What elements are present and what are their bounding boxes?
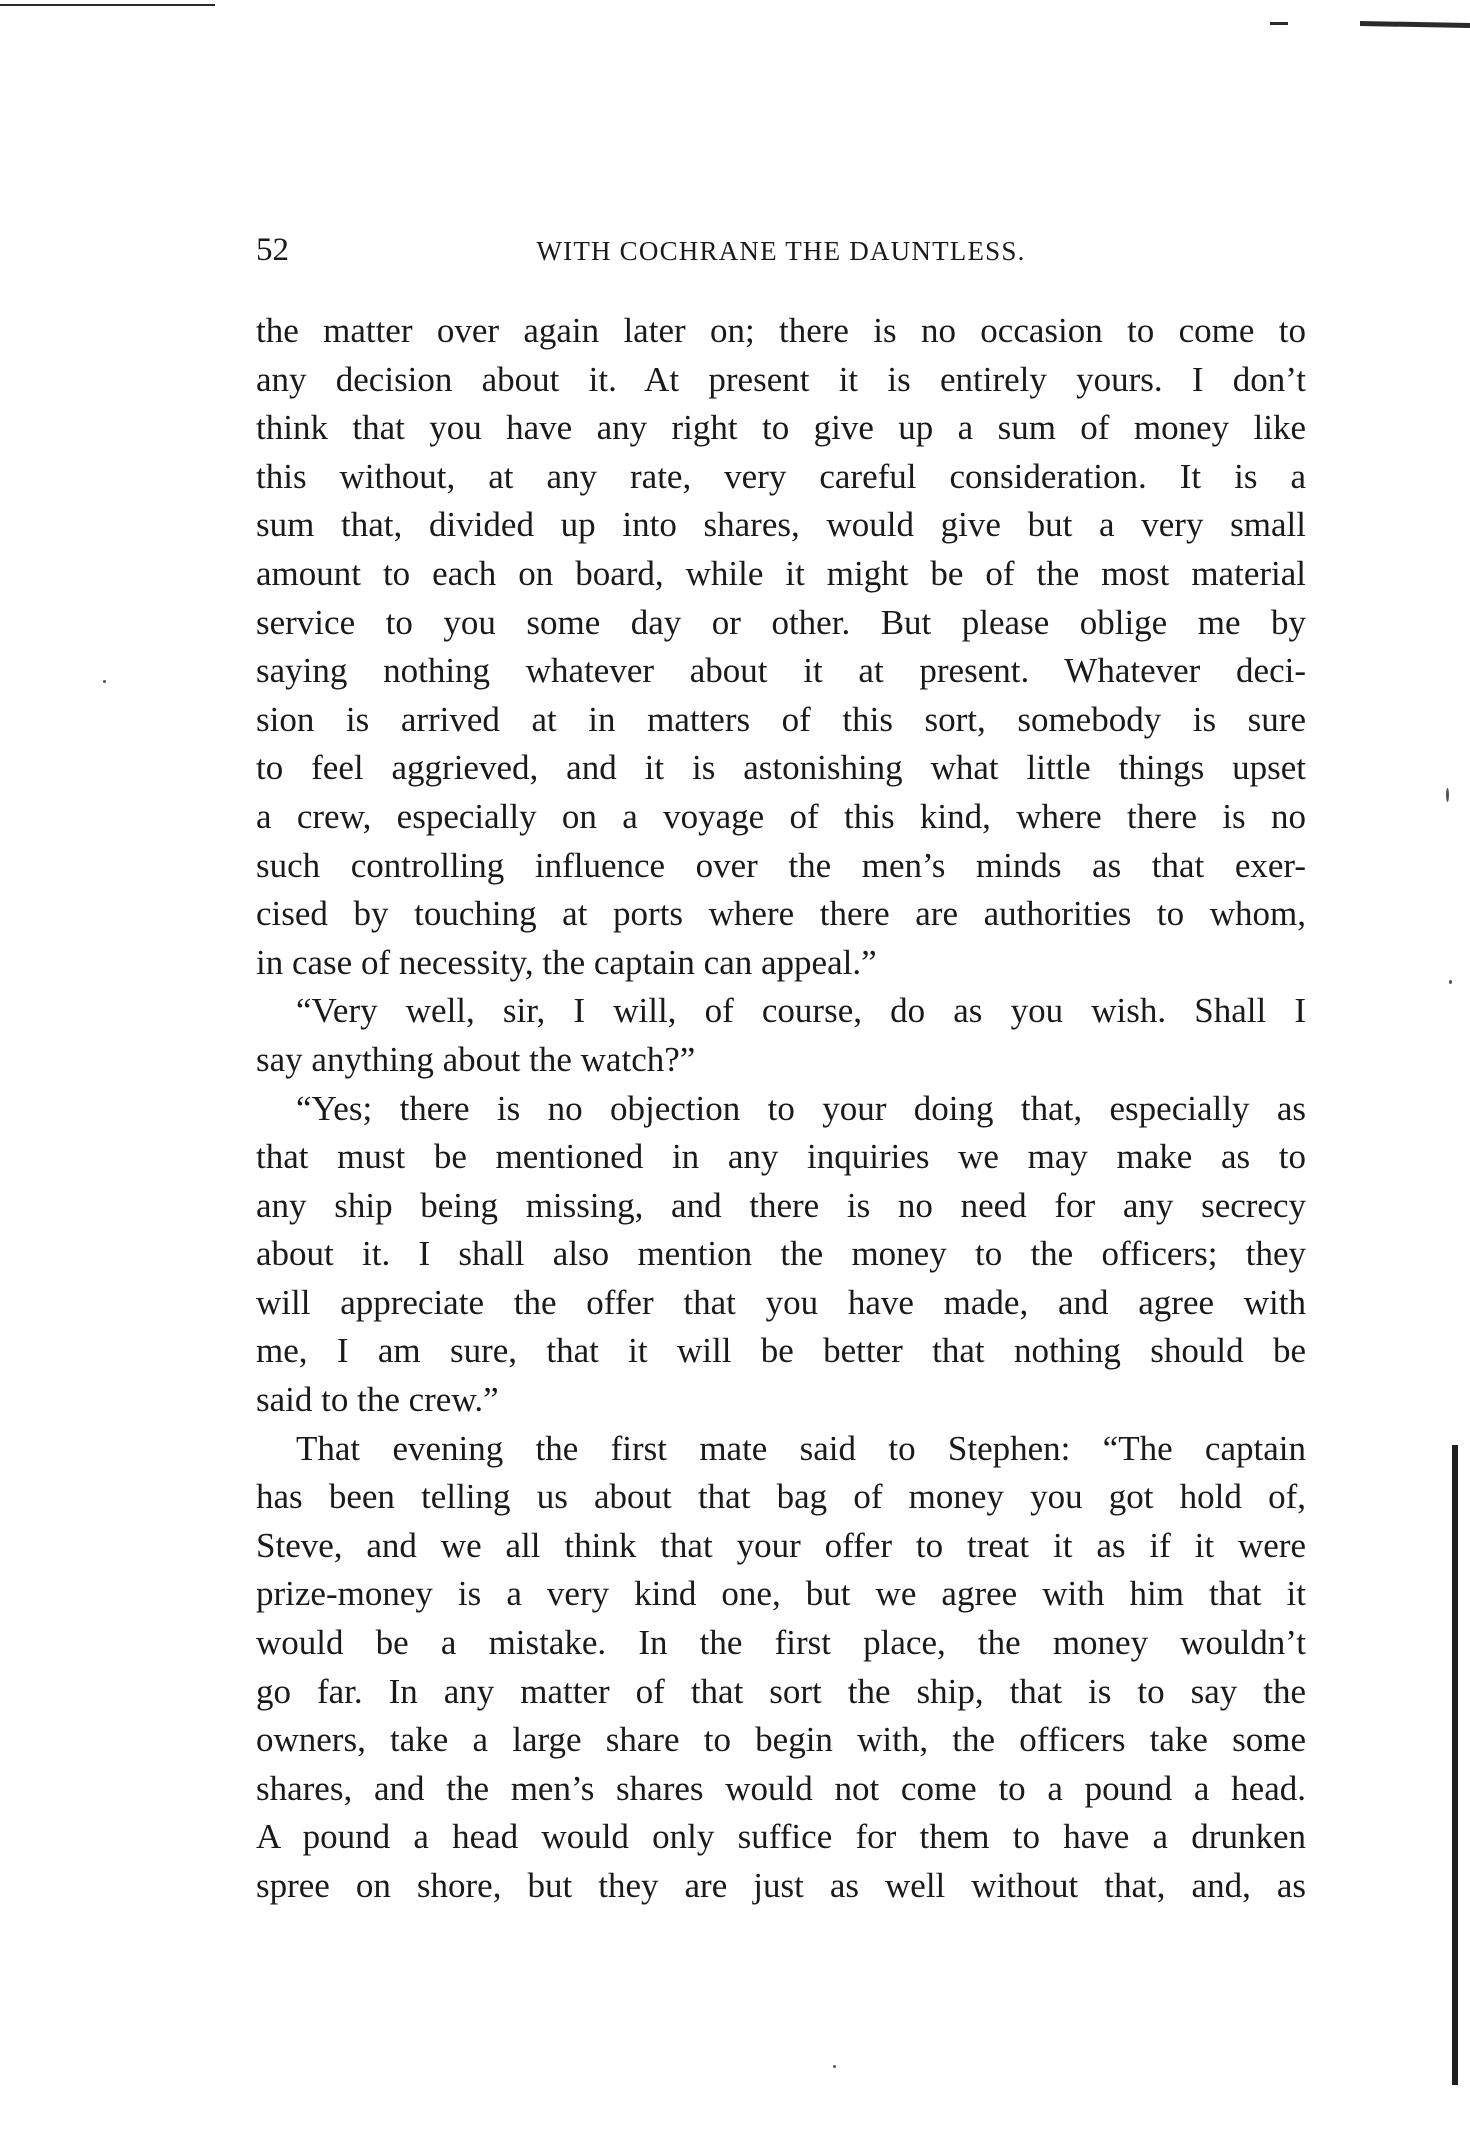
running-title: WITH COCHRANE THE DAUNTLESS. <box>536 236 1026 266</box>
text-line: “Yes; there is no objection to your doing that, especially as <box>296 1088 1306 1128</box>
text-line: “Very well, sir, I will, of course, do as you wish. Shall I <box>296 991 1306 1031</box>
body-text <box>256 307 1306 1911</box>
text-line: Steve, and we all think that your offer to treat it as if it were <box>256 1525 1306 1565</box>
speck <box>1449 980 1452 984</box>
text-line: A pound a head would only suffice for them to have a drunken <box>256 1817 1306 1857</box>
text-line: said to the crew.” <box>256 1380 499 1420</box>
text-line: spree on shore, but they are just as well without that, and, as <box>256 1866 1306 1905</box>
text-line: any decision about it. At present it is entirely yours. I don’t <box>256 359 1306 399</box>
text-line: prize-money is a very kind one, but we agree with him that it <box>256 1574 1306 1614</box>
top-right-scan-mark <box>1360 21 1470 28</box>
page-header <box>256 232 1306 280</box>
speck <box>1446 788 1449 802</box>
text-line: me, I am sure, that it will be better that nothing should be <box>256 1331 1306 1371</box>
text-line: owners, take a large share to begin with, the officers take some <box>256 1720 1306 1760</box>
text-line: this without, at any rate, very careful consideration. It is a <box>256 456 1306 496</box>
text-line: say anything about the watch?” <box>256 1039 696 1079</box>
text-line: That evening the first mate said to Stephen: “The captain <box>296 1428 1306 1468</box>
text-line: think that you have any right to give up a sum of money like <box>256 408 1306 448</box>
text-line: go far. In any matter of that sort the ship, that is to say the <box>256 1671 1306 1711</box>
right-edge-shadow <box>1452 1445 1458 2085</box>
text-line: that must be mentioned in any inquiries we may make as to <box>256 1137 1306 1177</box>
text-line: any ship being missing, and there is no need for any secrecy <box>256 1185 1306 1225</box>
top-right-tick-mark <box>1270 22 1288 25</box>
text-line: the matter over again later on; there is no occasion to come to <box>256 311 1306 350</box>
text-line: to feel aggrieved, and it is astonishing what little things upset <box>256 748 1306 788</box>
text-line: a crew, especially on a voyage of this kind, where there is no <box>256 796 1306 836</box>
text-line: saying nothing whatever about it at present. Whatever deci- <box>256 651 1306 691</box>
text-line: sum that, divided up into shares, would give but a very small <box>256 505 1306 545</box>
speck <box>103 680 106 683</box>
text-line: has been telling us about that bag of money you got hold of, <box>256 1477 1306 1517</box>
text-line: shares, and the men’s shares would not come to a pound a head. <box>256 1768 1306 1808</box>
text-line: cised by touching at ports where there are authorities to whom, <box>256 894 1306 934</box>
text-line: would be a mistake. In the first place, the money wouldn’t <box>256 1623 1306 1663</box>
text-line: amount to each on board, while it might be of the most material <box>256 553 1306 593</box>
text-line: such controlling influence over the men’s minds as that exer- <box>256 845 1306 885</box>
text-line: in case of necessity, the captain can appeal.” <box>256 942 877 982</box>
top-left-scan-line <box>0 4 215 6</box>
speck <box>833 2065 836 2068</box>
text-line: about it. I shall also mention the money to the officers; they <box>256 1234 1306 1274</box>
page-number: 52 <box>256 232 289 268</box>
text-line: sion is arrived at in matters of this sort, somebody is sure <box>256 699 1306 739</box>
text-line: will appreciate the offer that you have made, and agree with <box>256 1282 1306 1322</box>
text-line: service to you some day or other. But please oblige me by <box>256 602 1306 642</box>
